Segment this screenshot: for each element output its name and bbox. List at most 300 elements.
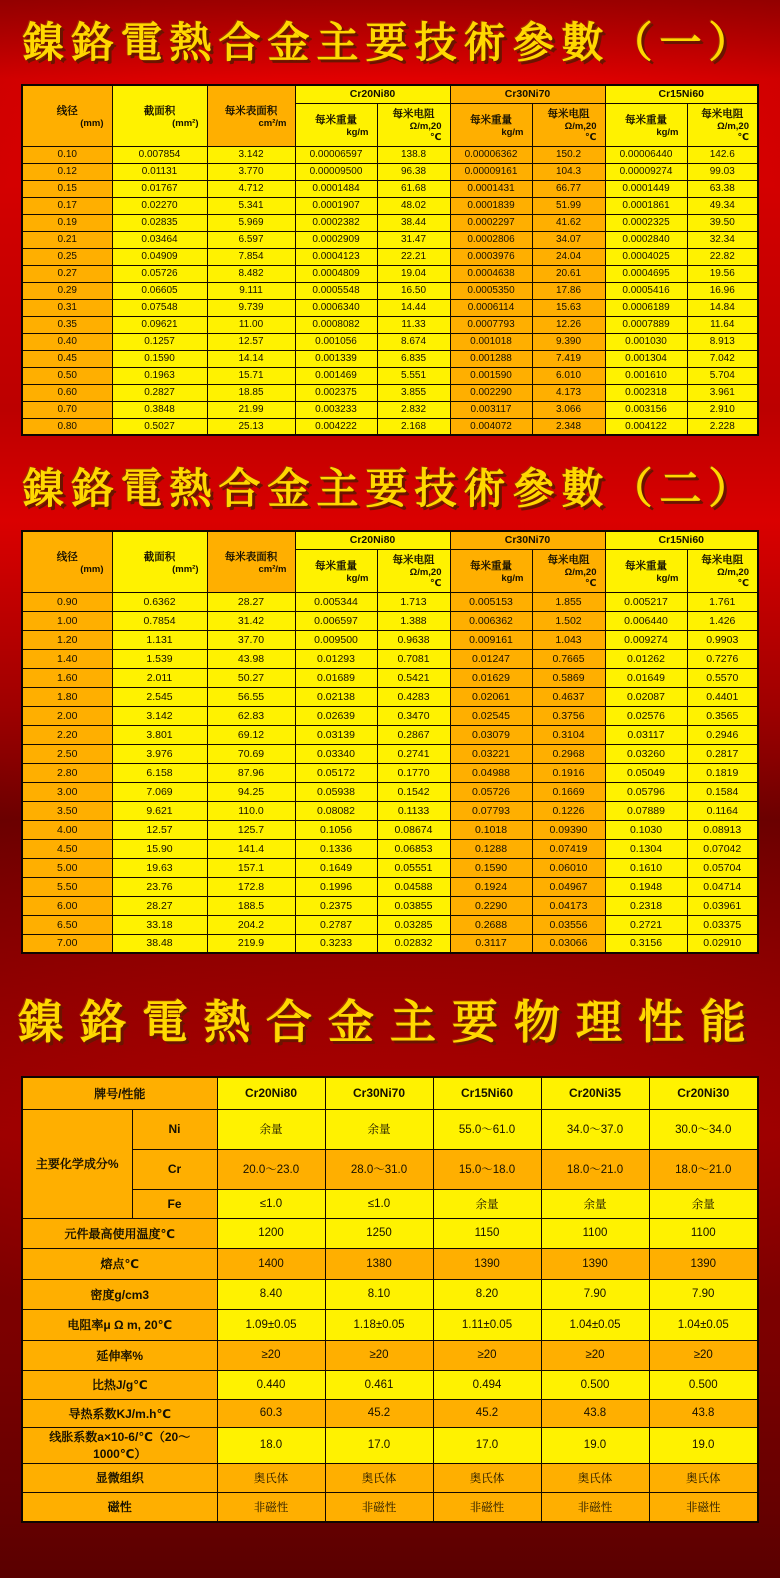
table-row (22, 1492, 758, 1522)
table-cell: 14.44 (377, 299, 450, 316)
table-cell: 0.02545 (450, 706, 532, 725)
table-cell: 0.7854 (112, 611, 207, 630)
table-cell: 1.40 (22, 649, 112, 668)
col-header-weight: 每米重量 kg/m (605, 549, 687, 592)
table-cell: ≥20 (325, 1340, 433, 1370)
table-cell: 奥氏体 (217, 1463, 325, 1492)
table-cell: 0.7276 (687, 649, 758, 668)
table-row (22, 668, 758, 687)
table-cell: 45.2 (325, 1399, 433, 1427)
table-cell: 19.0 (649, 1427, 758, 1463)
table-cell: 0.05726 (112, 265, 207, 282)
table-cell: 0.06853 (377, 839, 450, 858)
table-cell: 2.50 (22, 744, 112, 763)
phys-table-body (22, 1109, 758, 1522)
table-cell: 0.1770 (377, 763, 450, 782)
table-cell: 0.0005548 (295, 282, 377, 299)
table-cell: 0.5869 (532, 668, 605, 687)
table-cell: 0.001469 (295, 367, 377, 384)
table-cell: 141.4 (207, 839, 295, 858)
table-row (22, 687, 758, 706)
table-cell: 0.08913 (687, 820, 758, 839)
table-cell: 4.00 (22, 820, 112, 839)
table-cell: 0.7081 (377, 649, 450, 668)
table-cell: 0.2946 (687, 725, 758, 744)
table-cell: 12.57 (112, 820, 207, 839)
table-cell: 0.1963 (112, 367, 207, 384)
table-cell: 0.001610 (605, 367, 687, 384)
table-cell: 0.003156 (605, 401, 687, 418)
table-cell: 0.004222 (295, 418, 377, 435)
table-cell: 0.009161 (450, 630, 532, 649)
section2-title: 鎳鉻電熱合金主要技術參數（二） (22, 465, 758, 512)
table-cell: 0.01293 (295, 649, 377, 668)
table-cell: 0.009500 (295, 630, 377, 649)
table-cell: 0.00006440 (605, 146, 687, 163)
table-cell: 2.168 (377, 418, 450, 435)
property-label: 熔点℃ (22, 1248, 217, 1279)
table-cell: 0.12 (22, 163, 112, 180)
table-cell: 0.02910 (687, 934, 758, 953)
table-row (22, 197, 758, 214)
table-cell: 2.348 (532, 418, 605, 435)
table-cell: 0.02270 (112, 197, 207, 214)
table-cell: 0.04588 (377, 877, 450, 896)
table-cell: 0.009274 (605, 630, 687, 649)
table-row (22, 163, 758, 180)
col-header-resistance: 每米电阻 Ω/m,20 ℃ (532, 103, 605, 146)
table-cell: 8.913 (687, 333, 758, 350)
section1-title: 鎳鉻電熱合金主要技術參數（一） (22, 19, 758, 66)
col-header-weight: 每米重量 kg/m (450, 103, 532, 146)
table-cell: 0.004122 (605, 418, 687, 435)
table-cell: 0.005153 (450, 592, 532, 611)
table-cell: 50.27 (207, 668, 295, 687)
table-cell: 1200 (217, 1218, 325, 1248)
table-cell: 70.69 (207, 744, 295, 763)
table-cell: 19.04 (377, 265, 450, 282)
table-cell: 1100 (649, 1218, 758, 1248)
table-cell: 12.26 (532, 316, 605, 333)
table-cell: 非磁性 (433, 1492, 541, 1522)
property-label: 线胀系数a×10-6/℃（20～1000℃） (22, 1427, 217, 1463)
table-cell: 8.20 (433, 1279, 541, 1309)
table-cell: 0.2968 (532, 744, 605, 763)
table-cell: 0.02639 (295, 706, 377, 725)
brand-header-row (22, 1077, 758, 1109)
table-cell: 138.8 (377, 146, 450, 163)
table-cell: 奥氏体 (433, 1463, 541, 1492)
col-header-resistance: 每米电阻 Ω/m,20 ℃ (687, 549, 758, 592)
table-row (22, 630, 758, 649)
table-row (22, 763, 758, 782)
table-cell: 9.739 (207, 299, 295, 316)
table-cell: 0.1948 (605, 877, 687, 896)
table-cell: 0.0002325 (605, 214, 687, 231)
table-cell: 0.002318 (605, 384, 687, 401)
table-cell: 0.440 (217, 1370, 325, 1399)
table-cell: 0.001288 (450, 350, 532, 367)
table-row (22, 265, 758, 282)
table-row (22, 1189, 758, 1218)
table-cell: 0.1590 (112, 350, 207, 367)
table-cell: ≤1.0 (217, 1189, 325, 1218)
table-cell: 0.003233 (295, 401, 377, 418)
table-cell: 0.500 (649, 1370, 758, 1399)
table-cell: 20.0～23.0 (217, 1149, 325, 1189)
alloy-group-row (22, 85, 758, 103)
table-cell: 0.3565 (687, 706, 758, 725)
table-cell: 17.0 (433, 1427, 541, 1463)
table-cell: 3.961 (687, 384, 758, 401)
table-cell: 104.3 (532, 163, 605, 180)
table-cell: 0.0001484 (295, 180, 377, 197)
table-cell: 0.0002806 (450, 231, 532, 248)
table-cell: 3.801 (112, 725, 207, 744)
table-cell: 7.00 (22, 934, 112, 953)
table-cell: 1.20 (22, 630, 112, 649)
table-cell: 1.18±0.05 (325, 1309, 433, 1340)
table-cell: 0.04714 (687, 877, 758, 896)
phys-table (21, 1076, 759, 1523)
table-cell: 非磁性 (217, 1492, 325, 1522)
table-cell: 0.05049 (605, 763, 687, 782)
table-cell: 12.57 (207, 333, 295, 350)
col-header-weight: 每米重量 kg/m (295, 549, 377, 592)
table-cell: ≤1.0 (325, 1189, 433, 1218)
table-cell: 0.05938 (295, 782, 377, 801)
table-cell: 32.34 (687, 231, 758, 248)
table-cell: 0.09390 (532, 820, 605, 839)
table-row (22, 180, 758, 197)
table-cell: 0.0007889 (605, 316, 687, 333)
table-cell: 15.71 (207, 367, 295, 384)
table-cell: ≥20 (217, 1340, 325, 1370)
table-row (22, 1279, 758, 1309)
table-cell: 0.007854 (112, 146, 207, 163)
table-cell: 21.99 (207, 401, 295, 418)
table-cell: 0.08674 (377, 820, 450, 839)
table-cell: 0.2817 (687, 744, 758, 763)
table-cell: 0.0001861 (605, 197, 687, 214)
chem-element-label: Ni (132, 1109, 217, 1149)
table-cell: 1250 (325, 1218, 433, 1248)
table-cell: 43.8 (649, 1399, 758, 1427)
table-cell: 1400 (217, 1248, 325, 1279)
alloy-header-cr20ni80: Cr20Ni80 (295, 531, 450, 549)
table-cell: 0.4401 (687, 687, 758, 706)
table-cell: 0.001030 (605, 333, 687, 350)
table-cell: 0.0004809 (295, 265, 377, 282)
table-cell: 0.494 (433, 1370, 541, 1399)
table-cell: 0.03375 (687, 915, 758, 934)
table-row (22, 896, 758, 915)
property-label: 密度g/cm3 (22, 1279, 217, 1309)
table-cell: 0.80 (22, 418, 112, 435)
table-cell: 0.25 (22, 248, 112, 265)
table-cell: 19.56 (687, 265, 758, 282)
table-cell: 0.02835 (112, 214, 207, 231)
col-header-weight: 每米重量 kg/m (295, 103, 377, 146)
table-cell: 0.006440 (605, 611, 687, 630)
table-cell: 1390 (433, 1248, 541, 1279)
table-cell: 0.07793 (450, 801, 532, 820)
table-cell: 0.04173 (532, 896, 605, 915)
table-cell: 0.1030 (605, 820, 687, 839)
table-cell: ≥20 (541, 1340, 649, 1370)
table-cell: 0.01131 (112, 163, 207, 180)
table-cell: 37.70 (207, 630, 295, 649)
table-cell: 7.042 (687, 350, 758, 367)
table-cell: 0.0004025 (605, 248, 687, 265)
col-header-resistance: 每米电阻 Ω/m,20 ℃ (687, 103, 758, 146)
table-cell: 0.0006189 (605, 299, 687, 316)
table-cell: 172.8 (207, 877, 295, 896)
alloy-header-cr30ni70: Cr30Ni70 (450, 531, 605, 549)
table-cell: 余量 (325, 1109, 433, 1149)
table-cell: 11.64 (687, 316, 758, 333)
table-cell: 0.1669 (532, 782, 605, 801)
table-cell: 0.2688 (450, 915, 532, 934)
table-cell: 22.21 (377, 248, 450, 265)
tech-table-1-body (22, 146, 758, 435)
table-cell: 0.0004638 (450, 265, 532, 282)
table-cell: 7.854 (207, 248, 295, 265)
table-cell: 0.01689 (295, 668, 377, 687)
property-label: 导热系数KJ/m.h℃ (22, 1399, 217, 1427)
table-cell: 0.5421 (377, 668, 450, 687)
table-cell: 0.03260 (605, 744, 687, 763)
table-cell: 7.90 (541, 1279, 649, 1309)
table-cell: 0.0001839 (450, 197, 532, 214)
table-cell: 0.1649 (295, 858, 377, 877)
table-row (22, 231, 758, 248)
table-cell: 0.17 (22, 197, 112, 214)
table-cell: 31.42 (207, 611, 295, 630)
table-cell: 0.05172 (295, 763, 377, 782)
table-cell: 0.1996 (295, 877, 377, 896)
table-cell: 0.01629 (450, 668, 532, 687)
table-cell: 0.0007793 (450, 316, 532, 333)
table-cell: 16.96 (687, 282, 758, 299)
alloy-header-cr20ni80: Cr20Ni80 (295, 85, 450, 103)
table-cell: 0.2290 (450, 896, 532, 915)
table-cell: 0.50 (22, 367, 112, 384)
table-cell: 0.0005416 (605, 282, 687, 299)
table-cell: 38.44 (377, 214, 450, 231)
table-cell: 0.90 (22, 592, 112, 611)
table-cell: 18.0～21.0 (649, 1149, 758, 1189)
table-cell: 0.002375 (295, 384, 377, 401)
table-cell: 0.03285 (377, 915, 450, 934)
table-cell: 0.1584 (687, 782, 758, 801)
table-cell: 11.00 (207, 316, 295, 333)
table-row (22, 299, 758, 316)
table-cell: 0.500 (541, 1370, 649, 1399)
table-cell: 0.2787 (295, 915, 377, 934)
tech-table-1 (21, 84, 759, 436)
table-cell: 20.61 (532, 265, 605, 282)
brand-header-cr30ni70: Cr30Ni70 (325, 1077, 433, 1109)
table-cell: 0.1056 (295, 820, 377, 839)
table-cell: 7.90 (649, 1279, 758, 1309)
table-cell: 1390 (541, 1248, 649, 1279)
table-cell: 0.27 (22, 265, 112, 282)
table-cell: 1380 (325, 1248, 433, 1279)
table-cell: 1100 (541, 1218, 649, 1248)
table-cell: 3.142 (207, 146, 295, 163)
alloy-header-cr15ni60: Cr15Ni60 (605, 531, 758, 549)
table-cell: 3.50 (22, 801, 112, 820)
table-cell: 0.70 (22, 401, 112, 418)
table-cell: 0.06605 (112, 282, 207, 299)
table-cell: 0.0002297 (450, 214, 532, 231)
table-row (22, 744, 758, 763)
table-cell: 3.066 (532, 401, 605, 418)
tech-table-2 (21, 530, 759, 954)
table-row (22, 706, 758, 725)
table-cell: 0.03221 (450, 744, 532, 763)
table-row (22, 839, 758, 858)
table-cell: 0.06010 (532, 858, 605, 877)
table-row (22, 333, 758, 350)
property-label: 元件最高使用温度℃ (22, 1218, 217, 1248)
table-cell: 0.001018 (450, 333, 532, 350)
table-cell: 18.85 (207, 384, 295, 401)
tech-table-2-head (22, 531, 758, 592)
table-cell: 45.2 (433, 1399, 541, 1427)
table-row (22, 401, 758, 418)
table-cell: 0.1610 (605, 858, 687, 877)
table-row (22, 1218, 758, 1248)
table-cell: 3.00 (22, 782, 112, 801)
table-cell: 0.07889 (605, 801, 687, 820)
table-cell: 24.04 (532, 248, 605, 265)
table-cell: 1.09±0.05 (217, 1309, 325, 1340)
property-label: 延伸率% (22, 1340, 217, 1370)
table-cell: 5.969 (207, 214, 295, 231)
table-cell: 0.006362 (450, 611, 532, 630)
col-header-surface: 每米表面积 cm²/m (207, 85, 295, 146)
table-row (22, 282, 758, 299)
table-cell: 2.20 (22, 725, 112, 744)
table-cell: 1.60 (22, 668, 112, 687)
table-row (22, 1248, 758, 1279)
table-cell: 43.8 (541, 1399, 649, 1427)
table-cell: ≥20 (433, 1340, 541, 1370)
table-cell: ≥20 (649, 1340, 758, 1370)
table-cell: 0.9638 (377, 630, 450, 649)
table-cell: 0.02832 (377, 934, 450, 953)
table-cell: 0.004072 (450, 418, 532, 435)
table-cell: 0.03464 (112, 231, 207, 248)
table-cell: 0.05551 (377, 858, 450, 877)
table-row (22, 367, 758, 384)
table-cell: 17.86 (532, 282, 605, 299)
table-cell: 7.069 (112, 782, 207, 801)
table-cell: 5.00 (22, 858, 112, 877)
table-cell: 0.1304 (605, 839, 687, 858)
table-cell: 15.90 (112, 839, 207, 858)
table-cell: 0.4637 (532, 687, 605, 706)
col-header-diameter: 线径 (mm) (22, 85, 112, 146)
table-cell: 188.5 (207, 896, 295, 915)
table-cell: 48.02 (377, 197, 450, 214)
table-cell: 110.0 (207, 801, 295, 820)
table-cell: 奥氏体 (541, 1463, 649, 1492)
table-cell: 0.005217 (605, 592, 687, 611)
table-cell: 5.551 (377, 367, 450, 384)
table-cell: 0.01767 (112, 180, 207, 197)
table-cell: 1.761 (687, 592, 758, 611)
table-cell: 0.2375 (295, 896, 377, 915)
table-cell: 60.3 (217, 1399, 325, 1427)
brand-header-cr20ni80: Cr20Ni80 (217, 1077, 325, 1109)
table-cell: 34.07 (532, 231, 605, 248)
table-cell: 0.0004123 (295, 248, 377, 265)
table-cell: 0.6362 (112, 592, 207, 611)
table-cell: 28.27 (207, 592, 295, 611)
table-cell: 余量 (649, 1189, 758, 1218)
table-cell: 7.419 (532, 350, 605, 367)
table-cell: 6.50 (22, 915, 112, 934)
table-cell: 余量 (433, 1189, 541, 1218)
table-cell: 0.0006340 (295, 299, 377, 316)
table-cell: 5.341 (207, 197, 295, 214)
table-cell: 0.03117 (605, 725, 687, 744)
table-row (22, 316, 758, 333)
table-cell: 0.02087 (605, 687, 687, 706)
table-cell: 56.55 (207, 687, 295, 706)
table-cell: 5.704 (687, 367, 758, 384)
table-cell: 69.12 (207, 725, 295, 744)
table-cell: 1150 (433, 1218, 541, 1248)
table-cell: 34.0～37.0 (541, 1109, 649, 1149)
table-cell: 61.68 (377, 180, 450, 197)
table-cell: 0.0002840 (605, 231, 687, 248)
table-cell: 0.1164 (687, 801, 758, 820)
table-cell: 30.0～34.0 (649, 1109, 758, 1149)
table-cell: 0.19 (22, 214, 112, 231)
table-cell: 23.76 (112, 877, 207, 896)
table-cell: 0.35 (22, 316, 112, 333)
table-cell: 15.0～18.0 (433, 1149, 541, 1189)
table-cell: 204.2 (207, 915, 295, 934)
table-row (22, 1399, 758, 1427)
table-row (22, 384, 758, 401)
table-row (22, 1463, 758, 1492)
table-cell: 8.674 (377, 333, 450, 350)
table-cell: 0.2867 (377, 725, 450, 744)
table-cell: 1.713 (377, 592, 450, 611)
table-cell: 0.2827 (112, 384, 207, 401)
table-cell: 0.31 (22, 299, 112, 316)
table-cell: 0.21 (22, 231, 112, 248)
table-cell: 150.2 (532, 146, 605, 163)
table-cell: 19.63 (112, 858, 207, 877)
table-cell: 0.0006114 (450, 299, 532, 316)
table-cell: 5.50 (22, 877, 112, 896)
table-cell: 0.0002382 (295, 214, 377, 231)
table-cell: 0.0001449 (605, 180, 687, 197)
table-cell: 0.006597 (295, 611, 377, 630)
table-cell: 33.18 (112, 915, 207, 934)
table-row (22, 350, 758, 367)
table-cell: 非磁性 (541, 1492, 649, 1522)
table-row (22, 915, 758, 934)
table-cell: 0.1924 (450, 877, 532, 896)
table-cell: 55.0～61.0 (433, 1109, 541, 1149)
